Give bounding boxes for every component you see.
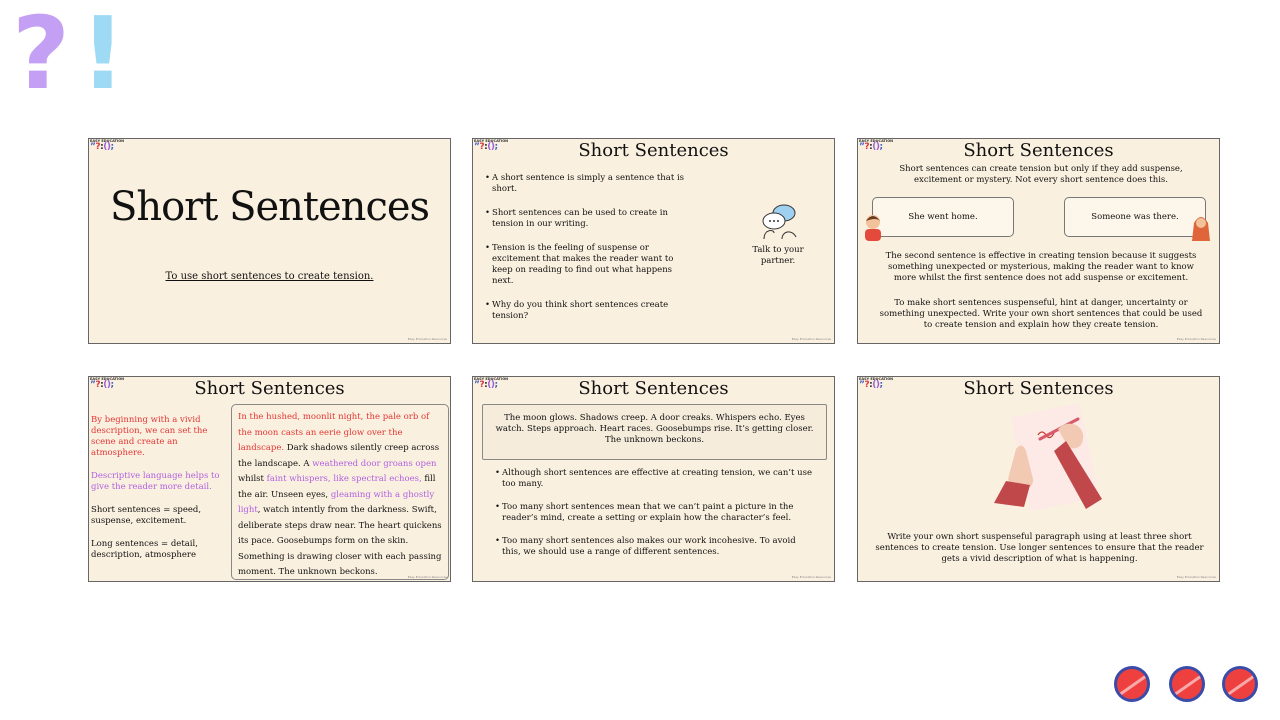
brand-logo: EASY EDUCATION ”?:(); — [474, 139, 509, 152]
decorative-dot — [1222, 666, 1258, 702]
brand-logo: EASY EDUCATION ”?:(); — [90, 377, 125, 390]
note-text: Long sentences = detail, description, atmosphere — [91, 539, 198, 560]
slide-thumbnail-2[interactable] — [472, 138, 835, 344]
slide-footer: Easy Education Resources — [791, 575, 831, 579]
example-sentence-box: She went home. — [872, 197, 1014, 237]
brand-logo: EASY EDUCATION ”?:(); — [90, 139, 125, 152]
slide-thumbnail-1[interactable] — [88, 138, 451, 344]
example-sentence-box: Someone was there. — [1064, 197, 1206, 237]
slide-footer: Easy Education Resources — [1176, 337, 1216, 341]
decorative-dot — [1114, 666, 1150, 702]
slide-thumbnail-3[interactable] — [857, 138, 1220, 344]
talk-partner-prompt: Talk to your partner. — [752, 245, 804, 266]
note-text: Short sentences = speed, suspense, excitement. — [91, 505, 202, 526]
list-item: • A short sentence is simply a sentence that is short. — [485, 173, 685, 195]
example-paragraph-box: The moon glows. Shadows creep. A door creaks. Whispers echo. Eyes watch. Steps approach. Heart races. Goosebumps rise. It’s getting closer. The unknown beckons. — [482, 404, 827, 460]
question-mark-logo: ? — [12, 0, 71, 112]
bullet-list — [485, 173, 685, 335]
boy-avatar-icon — [861, 211, 885, 241]
slide-footer: Easy Education Resources — [1176, 575, 1216, 579]
brand-logo: EASY EDUCATION ”?:(); — [859, 139, 894, 152]
example-paragraph-box: In the hushed, moonlit night, the pale orb of the moon casts an eerie glow over the landscape. Dark shadows silently creep across the landscape. A weathered door groans open whilst faint whispers, like spectral echoes, fill the air. Unseen eyes, gleaming with a ghostly light, watch intently from the darkness. Swift, deliberate steps draw near. The heart quickens its pace. Goosebumps form on the skin. Something is drawing closer with each passing moment. The unknown beckons. — [231, 404, 449, 580]
slide-thumbnail-6[interactable] — [857, 376, 1220, 582]
brand-logo: EASY EDUCATION ”?:(); — [474, 377, 509, 390]
slide-title: Short Sentences — [109, 184, 430, 230]
explanation-text: The second sentence is effective in creating tension because it suggests something unexpected or mysterious, making the reader want to know more whilst the first sentence does not add suspense or excitement. — [885, 251, 1197, 283]
list-item: • Too many short sentences mean that we can’t paint a picture in the reader’s mind, create a setting or explain how the character’s feel. — [495, 502, 817, 524]
bullet-list — [495, 468, 817, 570]
slide-thumbnail-5[interactable] — [472, 376, 835, 582]
writing-hands-icon — [970, 403, 1110, 513]
list-item: • Why do you think short sentences create tension? — [485, 300, 685, 322]
notes-column — [91, 415, 228, 573]
note-text: By beginning with a vivid description, we can set the scene and create an atmosphere. — [91, 415, 208, 458]
slide-title: Short Sentences — [963, 140, 1114, 161]
exclamation-mark-logo: ! — [80, 0, 126, 112]
slide-footer: Easy Education Resources — [791, 337, 831, 341]
girl-avatar-icon — [1189, 211, 1213, 241]
note-text: Descriptive language helps to give the reader more detail. — [91, 471, 220, 492]
brand-logo: EASY EDUCATION ”?:(); — [859, 377, 894, 390]
slide-title: Short Sentences — [963, 378, 1114, 399]
list-item: • Although short sentences are effective at creating tension, we can’t use too many. — [495, 468, 817, 490]
slide-title: Short Sentences — [578, 140, 729, 161]
slide-footer: Easy Education Resources — [407, 575, 447, 579]
slide-footer: Easy Education Resources — [407, 337, 447, 341]
list-item: • Short sentences can be used to create in tension in our writing. — [485, 208, 685, 230]
decorative-dot — [1169, 666, 1205, 702]
intro-text: Short sentences can create tension but only if they add suspense, excitement or mystery. Not every short sentence does this. — [899, 164, 1183, 185]
slide-thumbnail-4[interactable] — [88, 376, 451, 582]
slide-title: Short Sentences — [194, 378, 345, 399]
speech-bubbles-icon — [760, 203, 800, 241]
task-text: Write your own short suspenseful paragraph using at least three short sentences to create tension. Use longer sentences to ensure that the reader gets a vivid description of what is happening. — [875, 532, 1204, 564]
slide-title: Short Sentences — [578, 378, 729, 399]
list-item: • Tension is the feeling of suspense or excitement that makes the reader want to keep on reading to find out what happens next. — [485, 243, 685, 287]
list-item: • Too many short sentences also makes our work incohesive. To avoid this, we should use a range of different sentences. — [495, 536, 817, 558]
task-text: To make short sentences suspenseful, hint at danger, uncertainty or something unexpected. Write your own short sentences that could be used to create tension and explain how they create tension. — [879, 298, 1203, 330]
learning-objective: To use short sentences to create tension. — [165, 271, 374, 282]
